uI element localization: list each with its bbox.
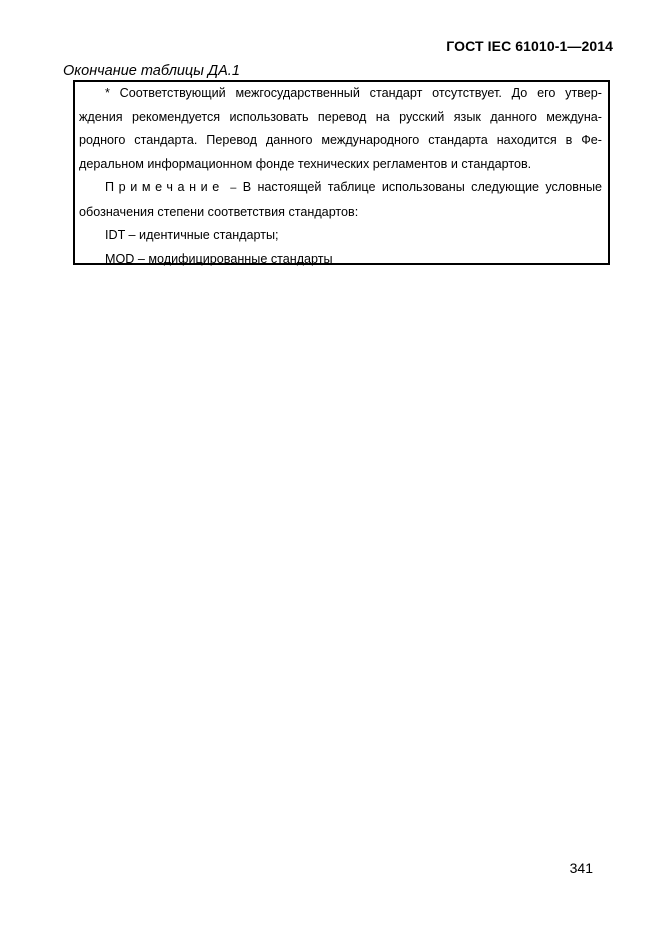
footnote-paragraph xyxy=(79,82,602,176)
note-dash: – xyxy=(230,182,237,194)
note-item-mod: MOD – модифицированные стандарты xyxy=(105,251,333,266)
note-text-line1: В настоящей таблице использованы следующие условные xyxy=(242,180,603,194)
footnote-line: ждения рекомендуется использовать перевод на русский язык данного междуна- xyxy=(79,109,602,124)
note-item-idt: IDT – идентичные стандарты; xyxy=(105,228,279,242)
standard-code-header: ГОСТ IEC 61010-1—2014 xyxy=(446,38,613,54)
footnote-line: * Соответствующий межгосударственный стандарт отсутствует. До его утвер- xyxy=(105,86,602,100)
note-first-line xyxy=(79,176,602,201)
table-footnote-box xyxy=(73,80,610,265)
note-text-line2: обозначения степени соответствия стандартов: xyxy=(79,204,359,219)
table-caption: Окончание таблицы ДА.1 xyxy=(63,63,240,79)
page-number: 341 xyxy=(569,860,593,876)
footnote-line: родного стандарта. Перевод данного международного стандарта находится в Фе- xyxy=(79,133,602,147)
footnote-line: деральном информационном фонде технических регламентов и стандартов. xyxy=(79,156,532,171)
note-label: Примечание xyxy=(105,180,224,194)
